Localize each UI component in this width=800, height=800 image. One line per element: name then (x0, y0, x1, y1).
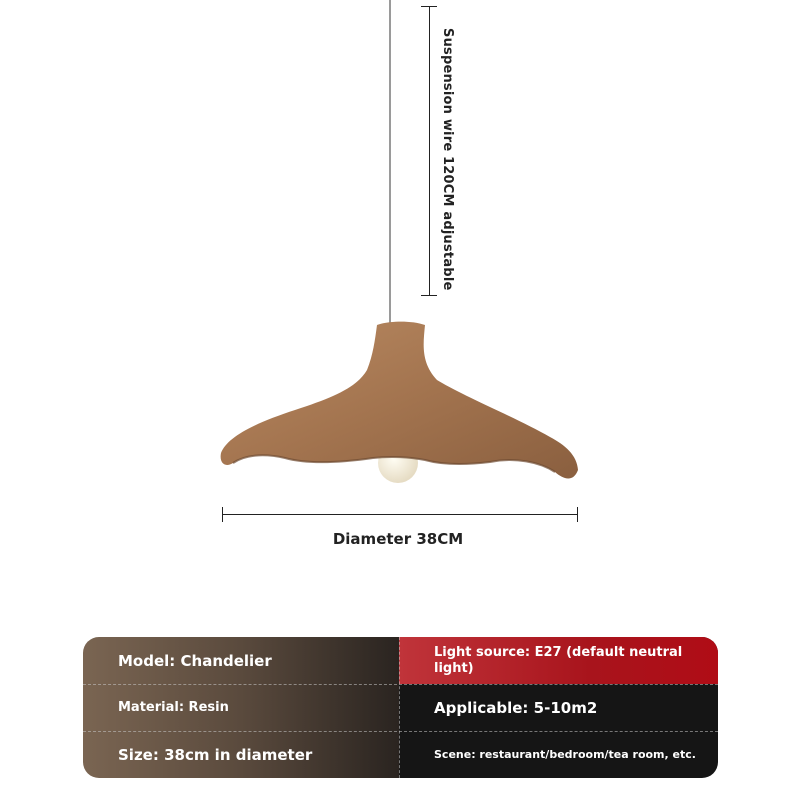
spec-scene: Scene: restaurant/bedroom/tea room, etc. (434, 748, 696, 761)
wire-dimension-line (429, 6, 430, 296)
diameter-label: Diameter 38CM (332, 530, 464, 548)
spec-light-source: Light source: E27 (default neutral light) (434, 645, 683, 676)
spec-size: Size: 38cm in diameter (118, 745, 313, 764)
pendant-lamp-illustration (215, 315, 585, 495)
wire-dimension-cap-bottom (421, 295, 437, 296)
suspension-wire (389, 0, 391, 325)
spec-model: Model: Chandelier (118, 651, 272, 670)
lampshade (221, 322, 578, 479)
diameter-dimension-line (222, 514, 578, 515)
diameter-dimension-cap-right (577, 507, 578, 522)
spec-applicable: Applicable: 5-10m2 (434, 698, 598, 717)
wire-length-label: Suspension wire 120CM adjustable (440, 28, 455, 291)
specifications-table (83, 637, 718, 778)
spec-material: Material: Resin (118, 700, 229, 715)
